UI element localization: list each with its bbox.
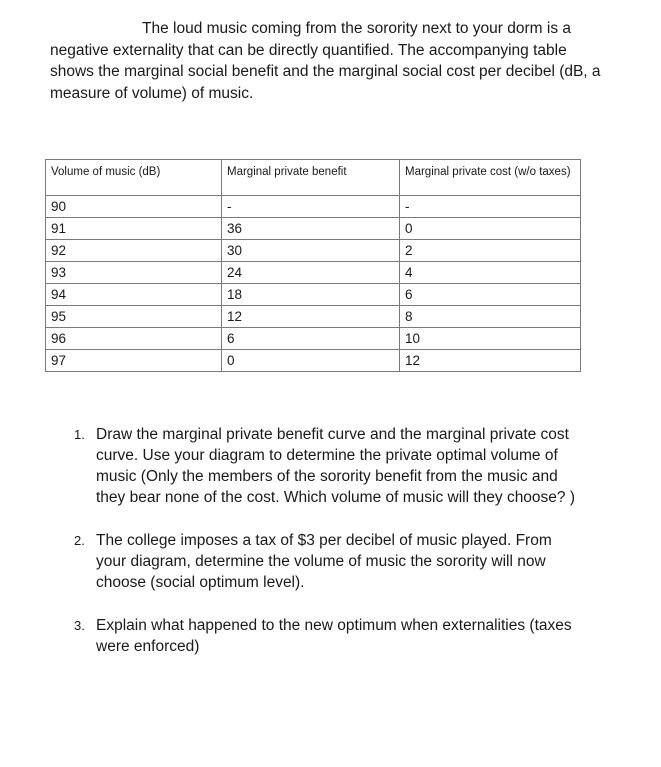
cell-cost: - — [400, 196, 581, 218]
cell-benefit: 6 — [222, 328, 400, 350]
table-row — [46, 328, 581, 350]
cell-cost: 2 — [400, 240, 581, 262]
question-text: Explain what happened to the new optimum when externalities (taxes were enforced) — [96, 617, 572, 655]
cell-volume: 91 — [46, 218, 222, 240]
cell-volume: 94 — [46, 284, 222, 306]
cell-benefit: 24 — [222, 262, 400, 284]
question-list — [48, 424, 578, 657]
table-row — [46, 284, 581, 306]
cell-cost: 10 — [400, 328, 581, 350]
cell-benefit: 0 — [222, 350, 400, 372]
table-row — [46, 218, 581, 240]
cell-volume: 95 — [46, 306, 222, 328]
externality-table — [45, 159, 581, 372]
cell-cost: 4 — [400, 262, 581, 284]
table-row — [46, 262, 581, 284]
question-number: 3. — [74, 618, 85, 633]
cell-cost: 6 — [400, 284, 581, 306]
cell-cost: 8 — [400, 306, 581, 328]
table-row — [46, 240, 581, 262]
cell-volume: 92 — [46, 240, 222, 262]
header-marginal-private-cost: Marginal private cost (w/o taxes) — [400, 160, 581, 196]
intro-paragraph: The loud music coming from the sorority next to your dorm is a negative externality that can be directly quantified. The accompanying table shows the marginal social benefit and the marginal social cost per decibel (dB, a measure of volume) of music. — [50, 20, 601, 102]
cell-benefit: 30 — [222, 240, 400, 262]
header-marginal-private-benefit: Marginal private benefit — [222, 160, 400, 196]
cell-benefit: - — [222, 196, 400, 218]
cell-volume: 93 — [46, 262, 222, 284]
cell-benefit: 18 — [222, 284, 400, 306]
question-item — [48, 615, 578, 657]
table-row — [46, 196, 581, 218]
cell-volume: 97 — [46, 350, 222, 372]
header-volume: Volume of music (dB) — [46, 160, 222, 196]
table-header-row — [46, 160, 581, 196]
question-text: The college imposes a tax of $3 per decibel of music played. From your diagram, determine the volume of music the sorority will now choose (social optimum level). — [96, 532, 552, 591]
cell-cost: 0 — [400, 218, 581, 240]
question-number: 2. — [74, 533, 85, 548]
cell-cost: 12 — [400, 350, 581, 372]
cell-benefit: 12 — [222, 306, 400, 328]
cell-benefit: 36 — [222, 218, 400, 240]
question-item — [48, 424, 578, 508]
cell-volume: 96 — [46, 328, 222, 350]
question-text: Draw the marginal private benefit curve and the marginal private cost curve. Use your diagram to determine the private optimal volume of music (Only the members of the sorority benefit from the music and they bear none of the cost. Which volume of music will they choose? ) — [96, 426, 576, 506]
table-row — [46, 306, 581, 328]
question-number: 1. — [74, 427, 85, 442]
question-item — [48, 530, 578, 593]
table-row — [46, 350, 581, 372]
cell-volume: 90 — [46, 196, 222, 218]
